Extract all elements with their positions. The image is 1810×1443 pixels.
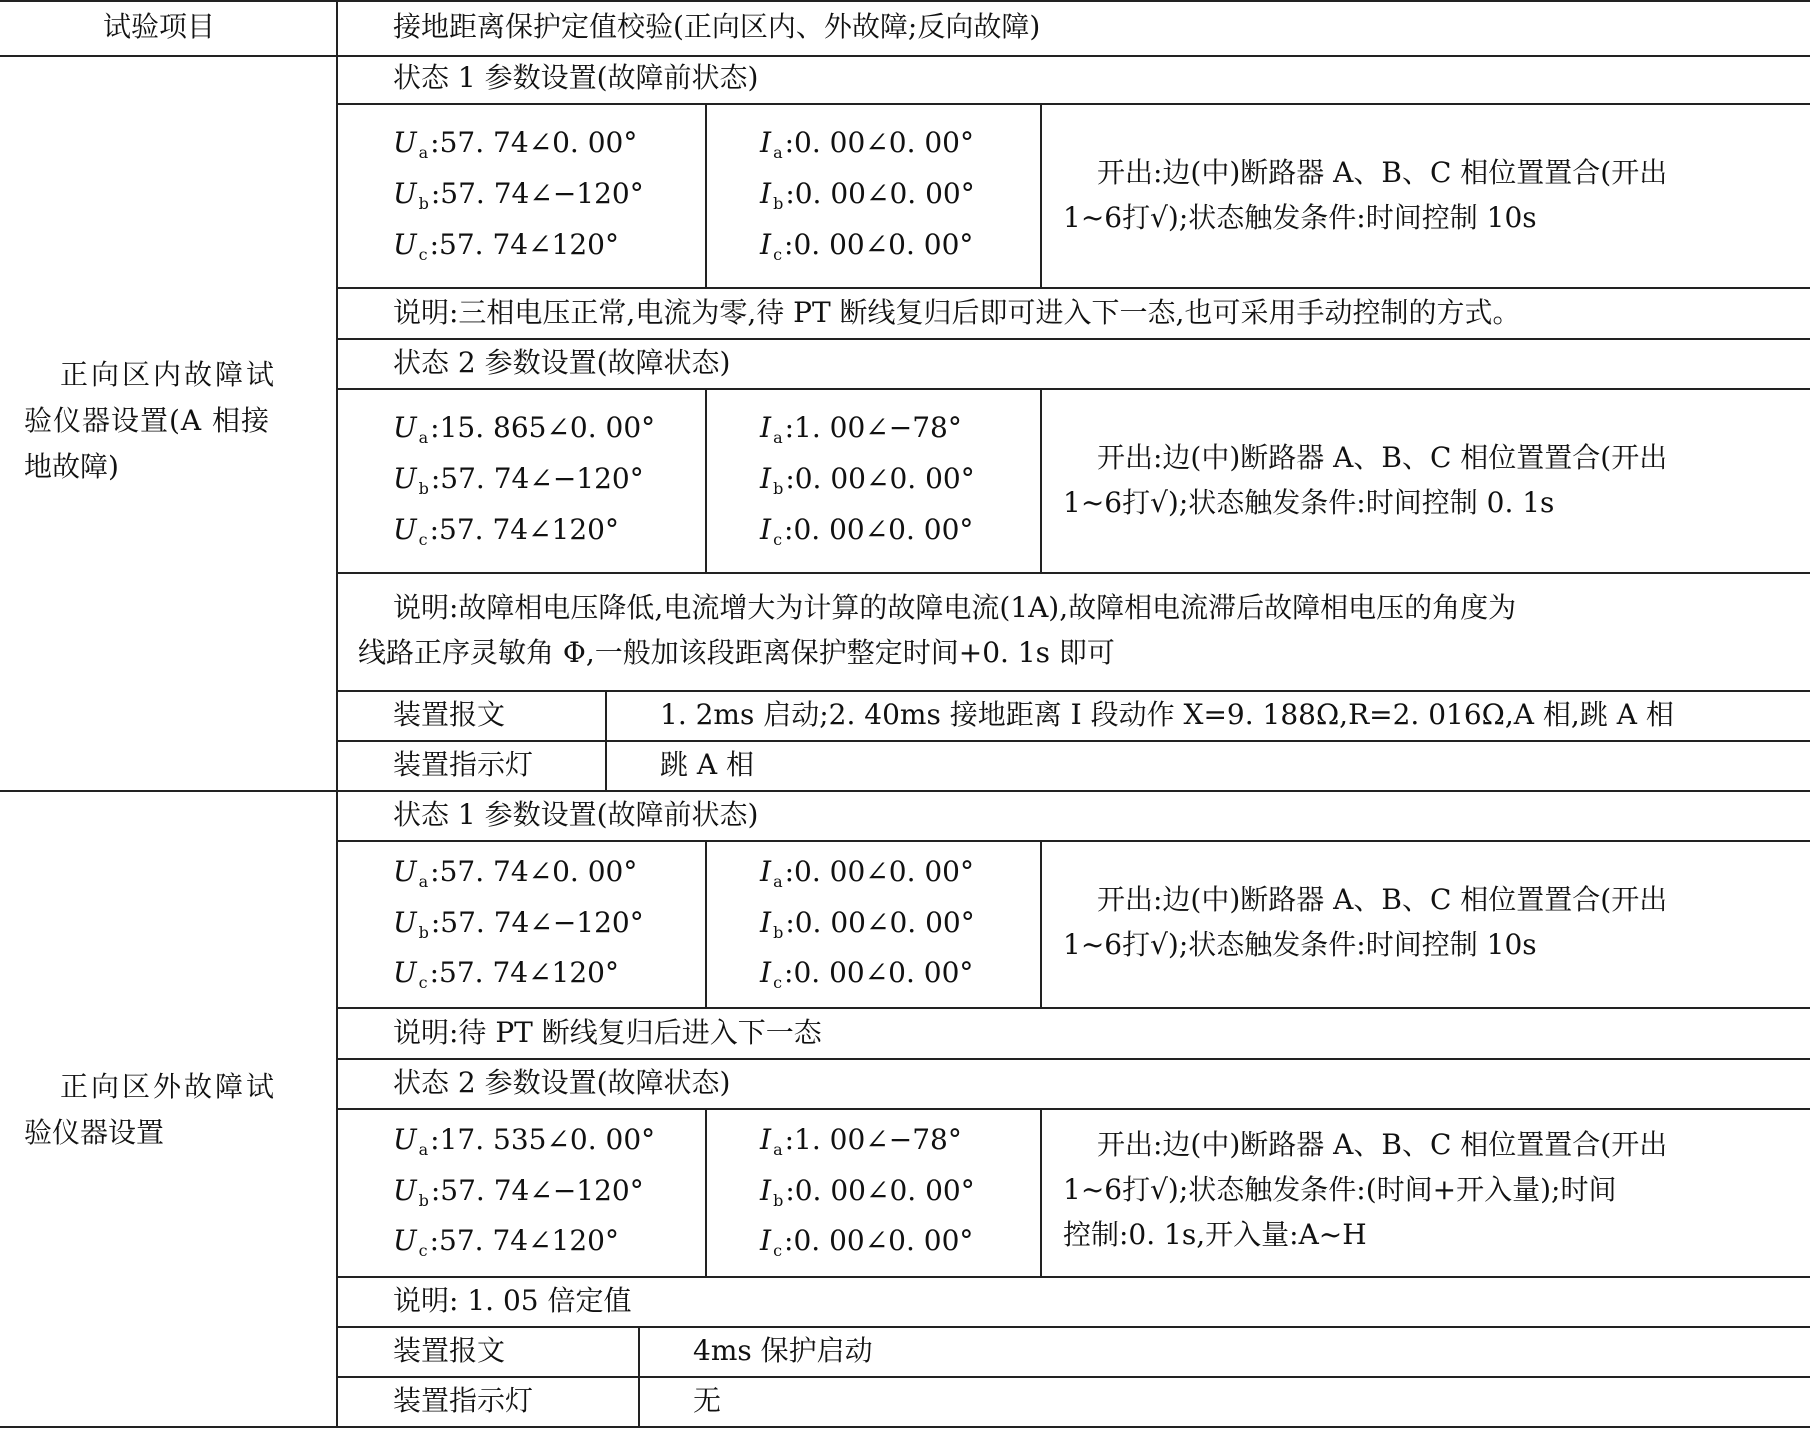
indicator-value: 无: [693, 1384, 722, 1417]
voltage-uc: U $_c$:57. 74∠120°: [393, 1224, 619, 1260]
voltage-ub: U $_b$:57. 74∠−120°: [393, 906, 644, 942]
voltage-ua: U $_a$:15. 865∠0. 00°: [393, 411, 656, 447]
current-ib: I $_b$:0. 00∠0. 00°: [760, 906, 975, 942]
state2-title: 状态 2 参数设置(故障状态): [393, 1066, 731, 1099]
current-ib: I $_b$:0. 00∠0. 00°: [760, 1174, 975, 1210]
current-ic: I $_c$:0. 00∠0. 00°: [760, 1224, 974, 1260]
state2-title: 状态 2 参数设置(故障状态): [393, 346, 731, 379]
voltage-uc: U $_c$:57. 74∠120°: [393, 228, 619, 264]
state2-output-line: 开出:边(中)断路器 A、B、C 相位置置合(开出: [1097, 441, 1668, 474]
state1-output-line: 开出:边(中)断路器 A、B、C 相位置置合(开出: [1097, 883, 1668, 916]
report-value: 4ms 保护启动: [693, 1334, 873, 1367]
state1-output-line: 1~6打√);状态触发条件:时间控制 10s: [1063, 201, 1537, 234]
current-ia: I $_a$:1. 00∠−78°: [760, 411, 962, 447]
section-label-line: 验仪器设置: [24, 1116, 165, 1149]
state2-note-line: 线路正序灵敏角 Φ,一般加该段距离保护整定时间+0. 1s 即可: [358, 636, 1115, 669]
state2-output-line: 1~6打√);状态触发条件:(时间+开入量);时间: [1063, 1173, 1617, 1206]
current-ib: I $_b$:0. 00∠0. 00°: [760, 462, 975, 498]
voltage-uc: U $_c$:57. 74∠120°: [393, 513, 619, 549]
indicator-label: 装置指示灯: [393, 1384, 534, 1417]
current-ic: I $_c$:0. 00∠0. 00°: [760, 513, 974, 549]
section-label-line: 正向区外故障试: [60, 1070, 278, 1103]
header-col1: 试验项目: [103, 10, 216, 43]
state2-note-line: 说明:故障相电压降低,电流增大为计算的故障电流(1A),故障相电流滞后故障相电压的角度为: [393, 591, 1517, 624]
current-ia: I $_a$:0. 00∠0. 00°: [760, 126, 974, 162]
voltage-ua: U $_a$:57. 74∠0. 00°: [393, 126, 638, 162]
state1-note: 说明:待 PT 断线复归后进入下一态: [393, 1016, 822, 1049]
state2-note: 说明: 1. 05 倍定值: [393, 1284, 632, 1317]
indicator-value: 跳 A 相: [660, 748, 755, 781]
voltage-ub: U $_b$:57. 74∠−120°: [393, 177, 644, 213]
report-label: 装置报文: [393, 698, 506, 731]
state1-title: 状态 1 参数设置(故障前状态): [393, 798, 759, 831]
current-ia: I $_a$:0. 00∠0. 00°: [760, 855, 974, 891]
report-label: 装置报文: [393, 1334, 506, 1367]
state1-title: 状态 1 参数设置(故障前状态): [393, 61, 759, 94]
state1-note: 说明:三相电压正常,电流为零,待 PT 断线复归后即可进入下一态,也可采用手动控制的方式。: [393, 296, 1521, 329]
voltage-ua: U $_a$:17. 535∠0. 00°: [393, 1123, 656, 1159]
voltage-uc: U $_c$:57. 74∠120°: [393, 956, 619, 992]
state1-output-line: 开出:边(中)断路器 A、B、C 相位置置合(开出: [1097, 156, 1668, 189]
indicator-label: 装置指示灯: [393, 748, 534, 781]
voltage-ub: U $_b$:57. 74∠−120°: [393, 462, 644, 498]
section-label-line: 地故障): [24, 450, 119, 483]
current-ic: I $_c$:0. 00∠0. 00°: [760, 956, 974, 992]
current-ia: I $_a$:1. 00∠−78°: [760, 1123, 962, 1159]
voltage-ub: U $_b$:57. 74∠−120°: [393, 1174, 644, 1210]
section-label-line: 正向区内故障试: [60, 358, 278, 391]
voltage-ua: U $_a$:57. 74∠0. 00°: [393, 855, 638, 891]
header-col2: 接地距离保护定值校验(正向区内、外故障;反向故障): [393, 10, 1041, 43]
report-value: 1. 2ms 启动;2. 40ms 接地距离 Ⅰ 段动作 X=9. 188Ω,R=2. 016Ω,A 相,跳 A 相: [660, 698, 1674, 731]
state2-output-line: 1~6打√);状态触发条件:时间控制 0. 1s: [1063, 486, 1555, 519]
state2-output-line: 开出:边(中)断路器 A、B、C 相位置置合(开出: [1097, 1128, 1668, 1161]
state2-output-line: 控制:0. 1s,开入量:A~H: [1063, 1218, 1367, 1251]
current-ib: I $_b$:0. 00∠0. 00°: [760, 177, 975, 213]
state1-output-line: 1~6打√);状态触发条件:时间控制 10s: [1063, 928, 1537, 961]
section-label-line: 验仪器设置(A 相接: [24, 404, 271, 437]
current-ic: I $_c$:0. 00∠0. 00°: [760, 228, 974, 264]
